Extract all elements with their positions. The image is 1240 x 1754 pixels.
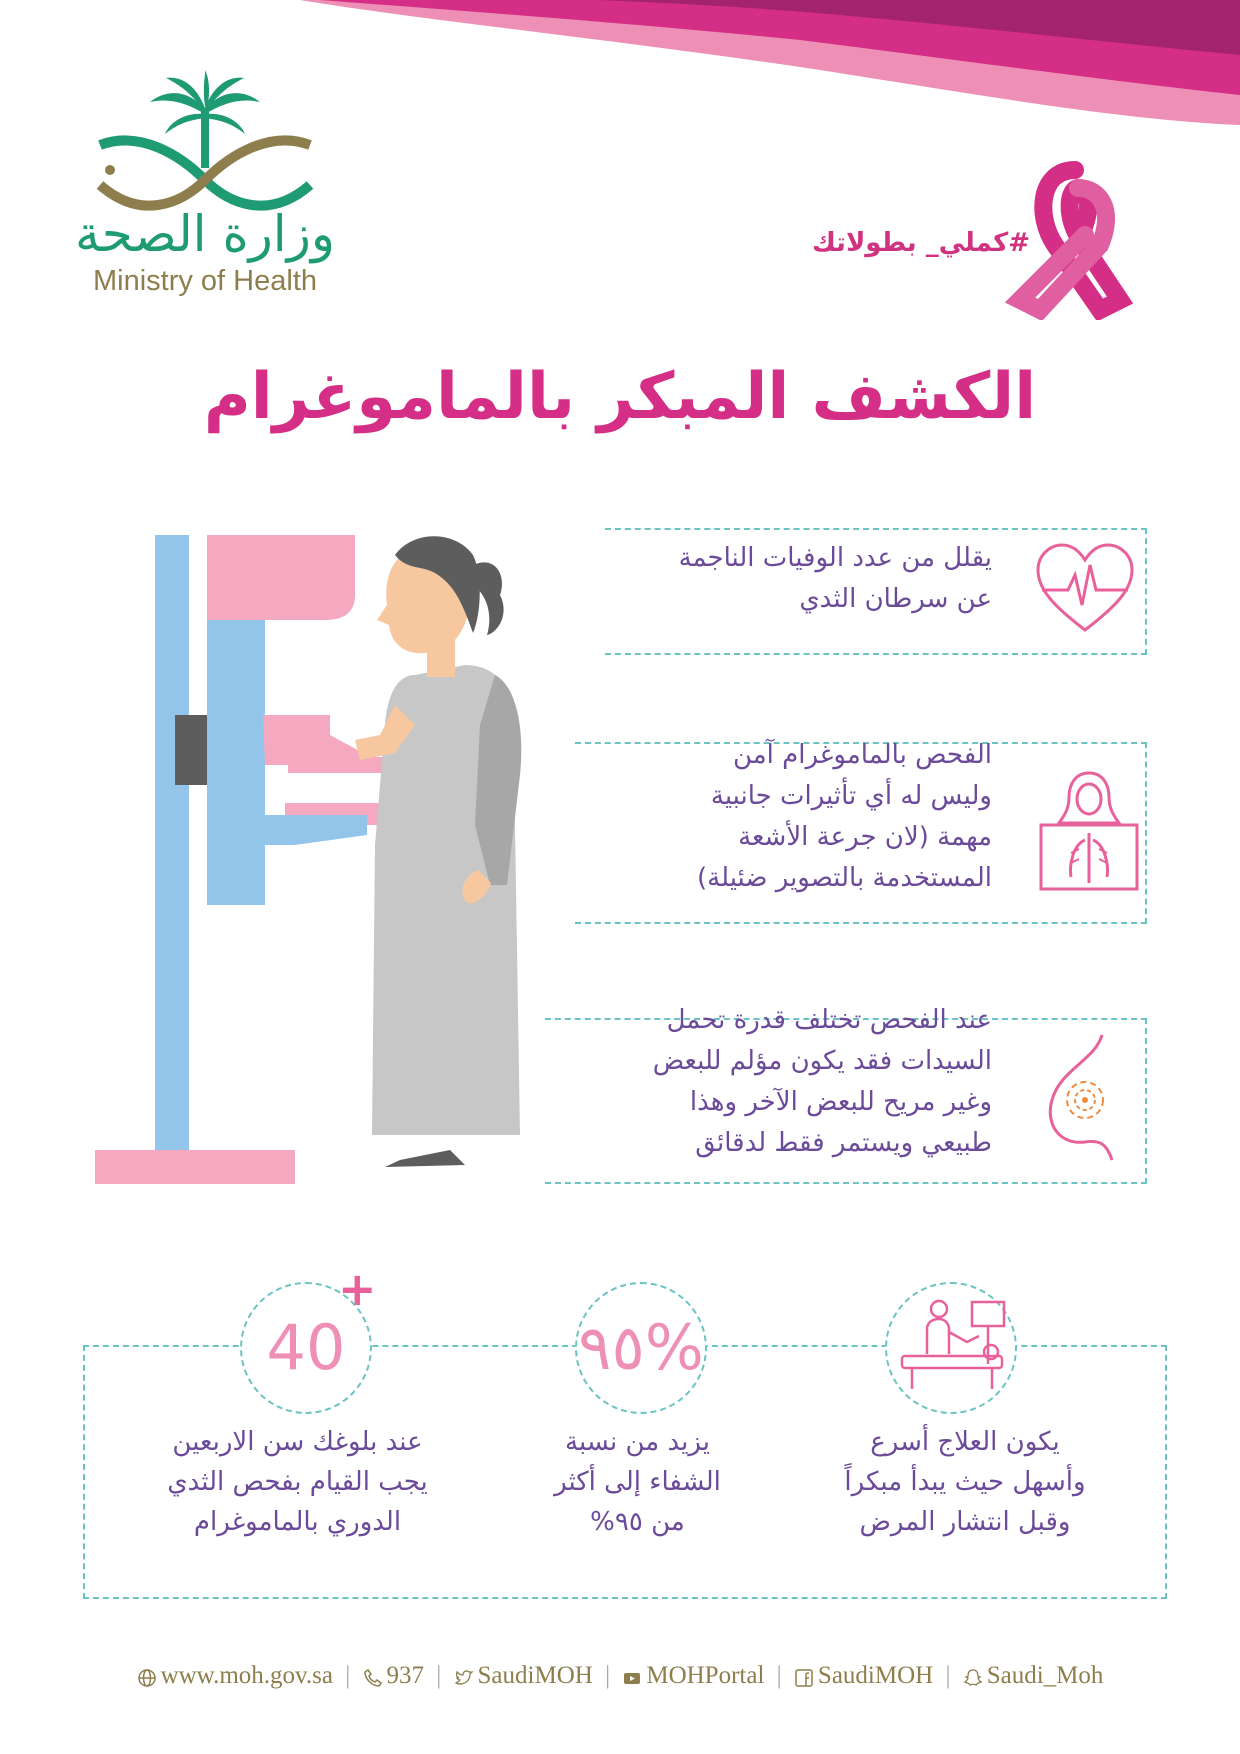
youtube-handle[interactable]: MOHPortal	[646, 1662, 765, 1689]
globe-icon	[137, 1667, 157, 1687]
x-ray-icon	[1035, 765, 1145, 875]
stat-text-line: يجب القيام بفحص الثدي	[167, 1467, 428, 1497]
youtube-icon	[622, 1667, 642, 1687]
twitter-icon	[454, 1667, 474, 1687]
stat-text-line: الدوري بالماموغرام	[193, 1507, 402, 1537]
stat-text-line: من ٩٥%	[590, 1507, 685, 1537]
feature-text-line: عند الفحص تختلف قدرة تحمل	[666, 1005, 992, 1035]
twitter-handle[interactable]: SaudiMOH	[477, 1662, 593, 1689]
feature-text-line: وليس له أي تأثيرات جانبية	[710, 781, 992, 811]
ministry-name-english: Ministry of Health	[92, 265, 317, 297]
feature-text-line: مهمة (لان جرعة الأشعة	[738, 822, 992, 852]
doctor-patient-icon	[887, 1284, 1015, 1412]
plus-sign: +	[338, 1262, 377, 1316]
forty-plus-icon: 40	[266, 1311, 346, 1384]
facebook-handle[interactable]: SaudiMOH	[817, 1662, 934, 1689]
feature-text-line: يقلل من عدد الوفيات الناجمة	[678, 543, 992, 573]
heart-rate-icon	[1030, 535, 1140, 645]
website-link[interactable]: www.moh.gov.sa	[160, 1662, 333, 1689]
feature-text-line: طبيعي ويستمر فقط لدقائق	[695, 1128, 992, 1158]
stat-text-line: وقبل انتشار المرض	[859, 1507, 1071, 1537]
feature-text-line: وغير مريح للبعض الآخر وهذا	[689, 1087, 992, 1117]
stat-3-text	[130, 1422, 465, 1542]
percent-icon: ٩٥%	[578, 1311, 704, 1384]
feature-2-text	[590, 735, 992, 899]
feature-3-text	[560, 1000, 992, 1164]
mammography-illustration	[95, 525, 565, 1195]
stat-text-line: وأسهل حيث يبدأ مبكراً	[844, 1467, 1086, 1497]
snapchat-handle[interactable]: Saudi_Moh	[986, 1662, 1104, 1689]
stat-1-text	[810, 1422, 1120, 1542]
phone-number[interactable]: 937	[386, 1662, 425, 1689]
stat-text-line: عند بلوغك سن الاربعين	[172, 1427, 423, 1457]
stat-circle-1	[885, 1282, 1017, 1414]
stat-text-line: يزيد من نسبة	[565, 1427, 710, 1457]
ministry-name-arabic: وزارة الصحة	[75, 205, 335, 263]
stat-2-text	[510, 1422, 765, 1542]
stat-text-line: يكون العلاج أسرع	[870, 1427, 1060, 1457]
stat-circle-2	[575, 1282, 707, 1414]
breast-scan-icon	[1040, 1030, 1120, 1170]
footer-contacts: www.moh.gov.sa | 937 | SaudiMOH | MOHPortal | SaudiMOH | Saudi_Moh	[0, 1662, 1240, 1690]
page-title: الكشف المبكر بالماموغرام	[203, 360, 1037, 434]
snapchat-icon	[963, 1667, 983, 1687]
feature-text-line: الفحص بالماموغرام آمن	[732, 740, 992, 770]
feature-text-line: عن سرطان الثدي	[799, 584, 992, 614]
phone-icon	[363, 1667, 383, 1687]
facebook-icon	[794, 1667, 814, 1687]
feature-1-text	[630, 538, 992, 620]
campaign-hashtag: #كملي_ بطولاتك	[811, 228, 1030, 258]
stat-text-line: الشفاء إلى أكثر	[554, 1467, 721, 1497]
feature-text-line: السيدات فقد يكون مؤلم للبعض	[652, 1046, 992, 1076]
feature-text-line: المستخدمة بالتصوير ضئيلة)	[697, 863, 992, 893]
